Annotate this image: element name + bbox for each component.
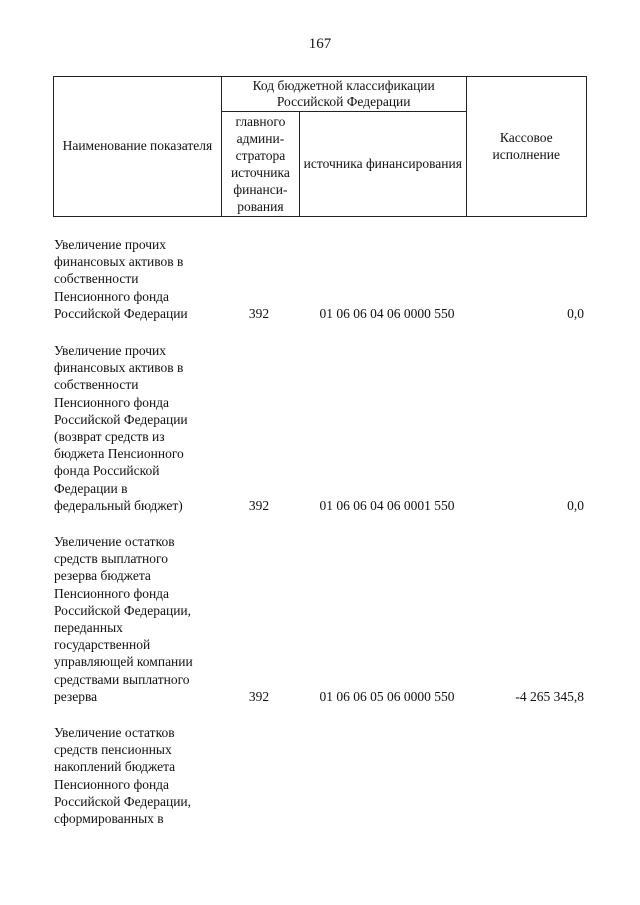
header-row-top (54, 77, 587, 112)
table-row (54, 533, 588, 705)
header-admin: главного админи-стратора источника финанси-рования (221, 112, 299, 217)
row-amount: 0,0 (567, 305, 584, 321)
table-body (54, 236, 588, 827)
row-name: Увеличение прочих финансовых активов в собственности Пенсионного фонда Российской Федерации (возврат средств из бюджета Пенсионного фонда Российской Федерации в федеральный бюджет) (54, 343, 188, 513)
table-row (54, 724, 588, 827)
row-admin-code: 392 (248, 305, 270, 321)
row-admin-code: 392 (248, 497, 270, 513)
page-number: 167 (308, 36, 332, 52)
table-row (54, 342, 588, 514)
row-admin-code: 392 (248, 688, 270, 704)
row-name: Увеличение прочих финансовых активов в собственности Пенсионного фонда Российской Федерации (54, 237, 188, 321)
header-execution: Кассовое исполнение (466, 77, 586, 217)
table-header (53, 76, 587, 217)
row-source-code: 01 06 06 04 06 0001 550 (319, 497, 455, 513)
header-source: источника финансирования (300, 112, 467, 217)
header-name: Наименование показателя (54, 77, 222, 217)
row-name: Увеличение остатков средств выплатного резерва бюджета Пенсионного фонда Российской Федерации, переданных государственной управляющей компании средствами выплатного резерва (54, 534, 193, 704)
row-source-code: 01 06 06 05 06 0000 550 (319, 688, 455, 704)
header-code-group: Код бюджетной классификации Российской Федерации (221, 77, 466, 112)
row-amount: -4 265 345,8 (515, 688, 584, 704)
row-name: Увеличение остатков средств пенсионных накоплений бюджета Пенсионного фонда Российской Федерации, сформированных в (54, 725, 192, 827)
row-amount: 0,0 (567, 497, 584, 513)
table-row (54, 236, 588, 322)
row-source-code: 01 06 06 04 06 0000 550 (319, 305, 455, 321)
